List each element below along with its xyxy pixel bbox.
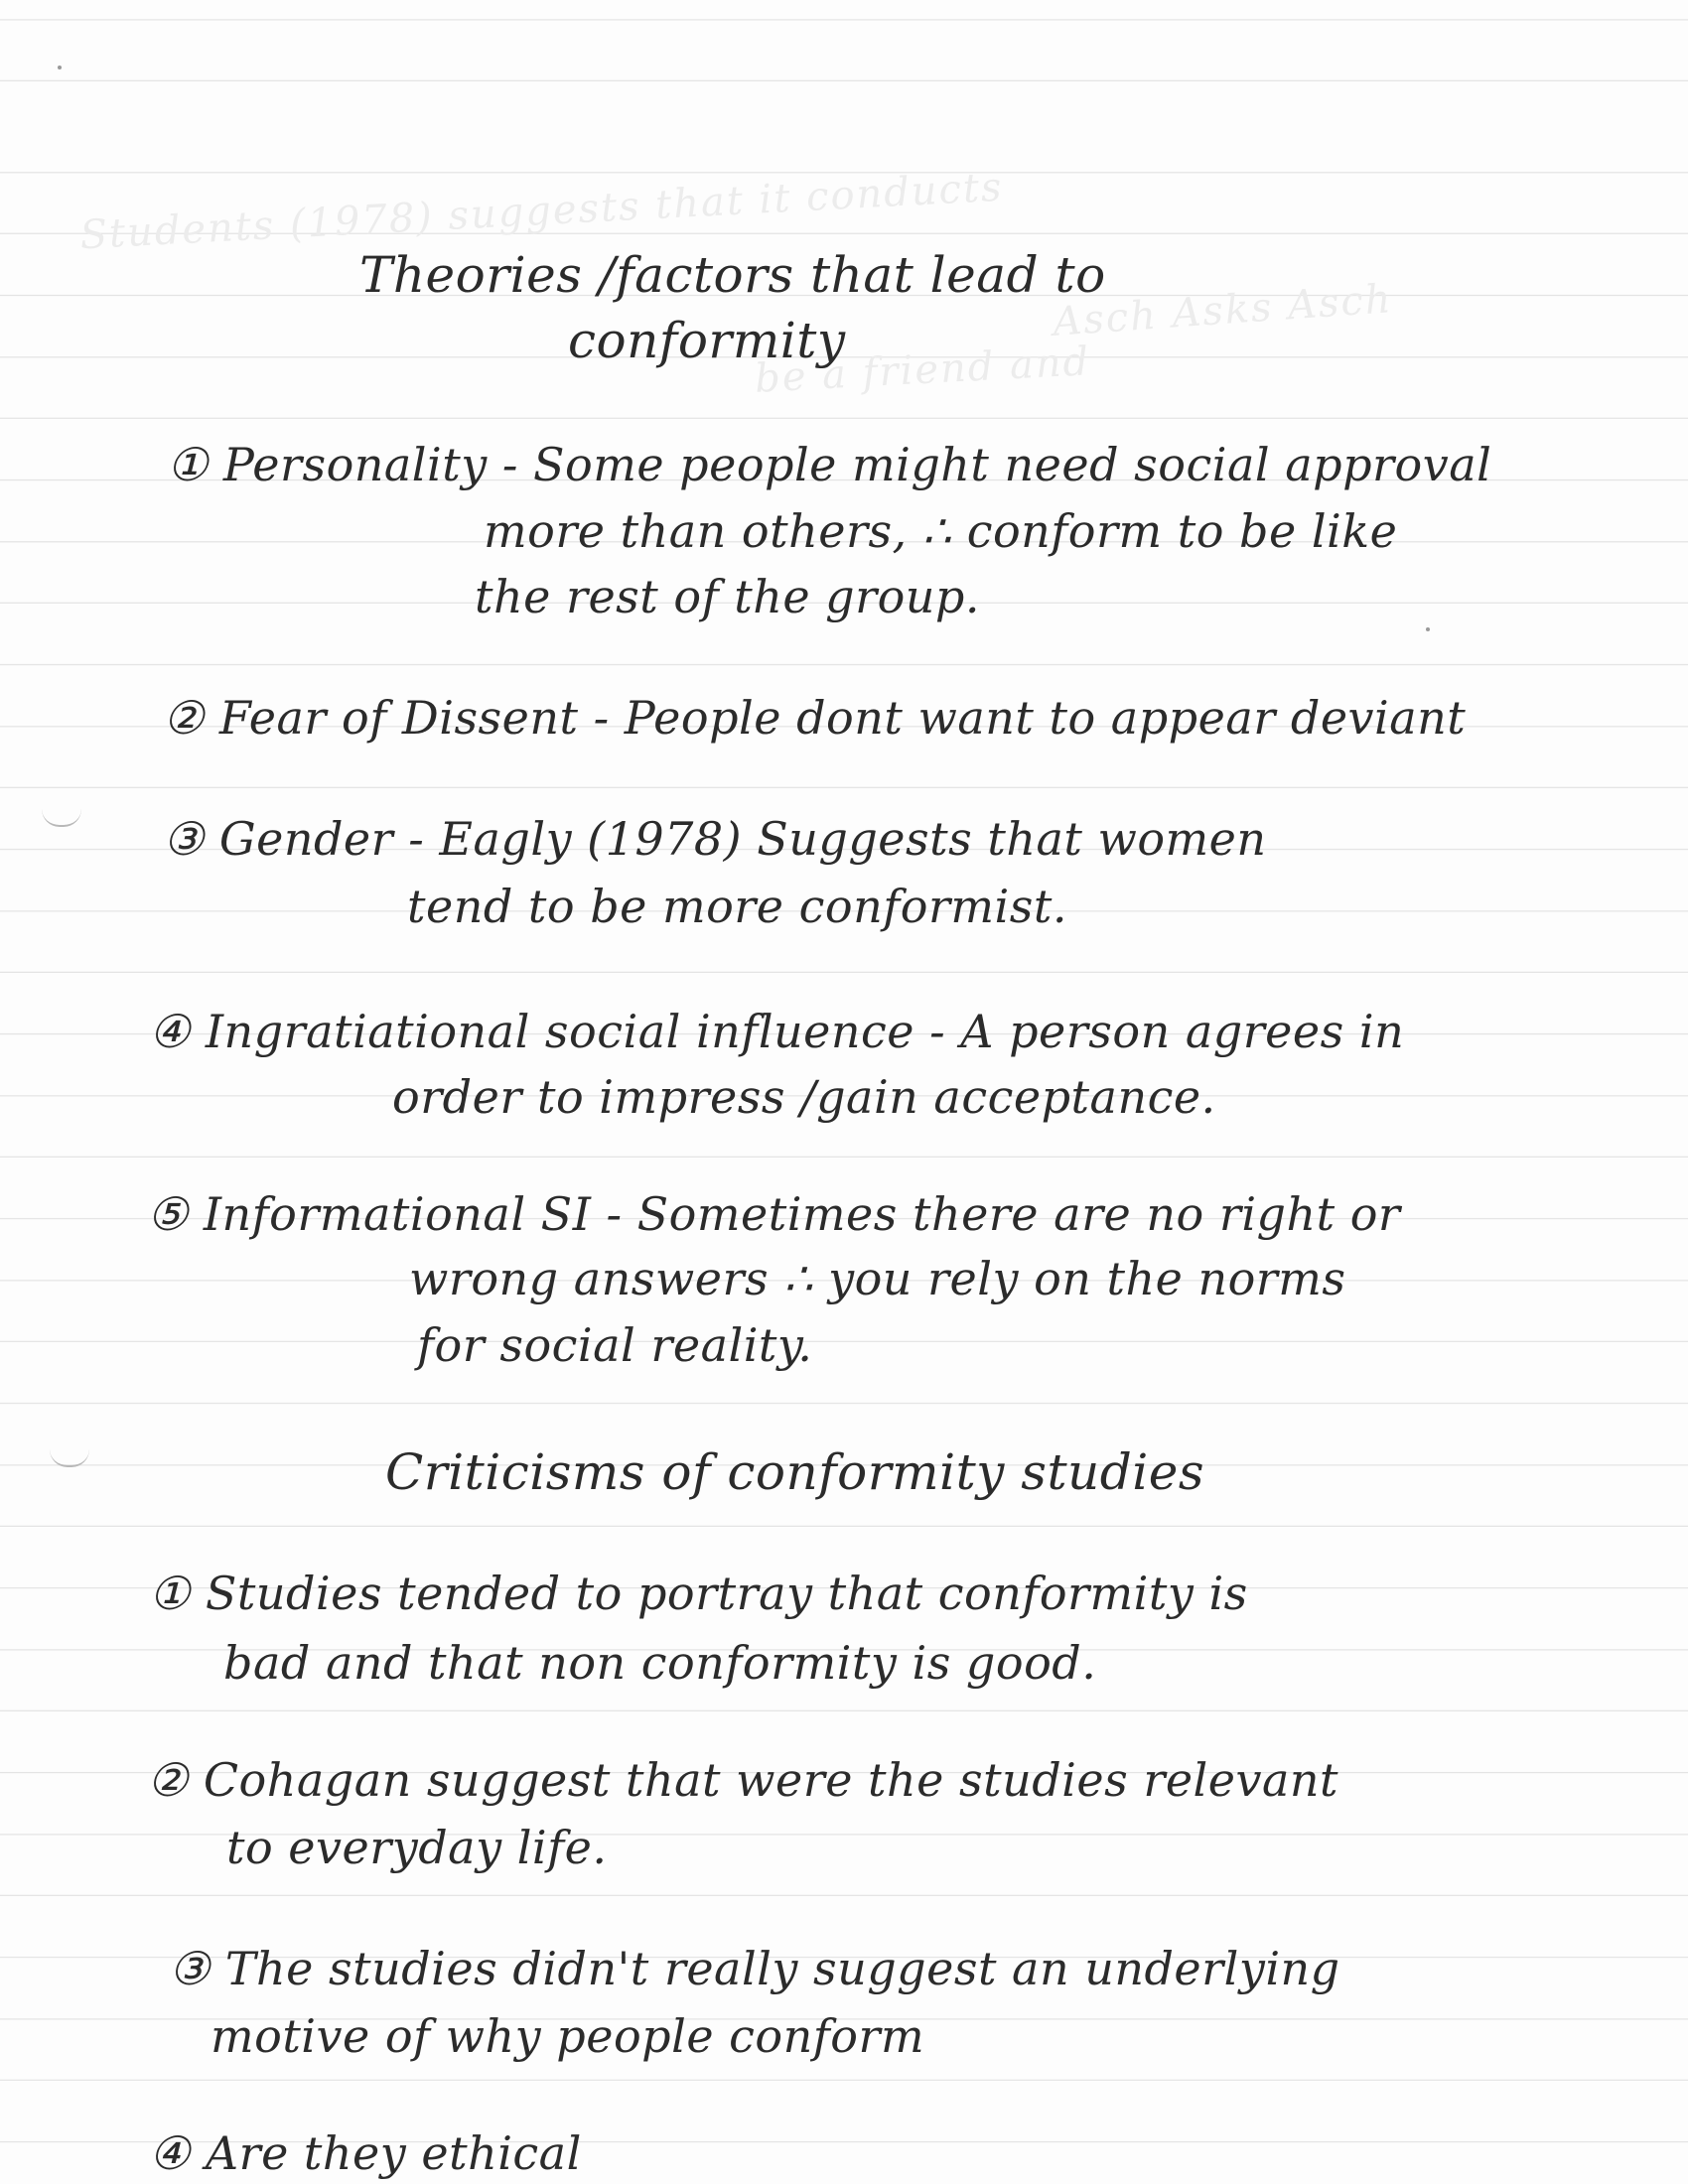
criticism-item-1-line-2: bad and that non conformity is good. xyxy=(223,1636,1097,1690)
theory-item-5-line-2: wrong answers ∴ you rely on the norms xyxy=(409,1252,1346,1305)
theory-item-5-line-3: for social reality. xyxy=(417,1318,813,1372)
speck-mark xyxy=(1426,627,1430,631)
theory-item-1-line-3: the rest of the group. xyxy=(475,570,981,623)
theory-item-4-line-1: ④ Ingratiational social influence - A person agrees in xyxy=(149,1005,1405,1058)
criticism-item-2-line-1: ② Cohagan suggest that were the studies relevant xyxy=(147,1753,1339,1807)
margin-tick-mark xyxy=(42,809,81,827)
criticism-item-3-line-1: ③ The studies didn't really suggest an underlying xyxy=(169,1942,1340,1995)
margin-tick-mark xyxy=(50,1449,89,1467)
criticism-item-1-line-1: ① Studies tended to portray that conformity is xyxy=(149,1567,1248,1620)
bleed-through-text: Asch Asks Asch xyxy=(1051,276,1394,345)
theory-item-2-line-1: ② Fear of Dissent - People dont want to appear deviant xyxy=(163,691,1467,745)
page-title-continuation: conformity xyxy=(568,312,846,369)
theory-item-4-line-2: order to impress /gain acceptance. xyxy=(392,1070,1216,1124)
theory-item-1-line-2: more than others, ∴ conform to be like xyxy=(484,504,1398,558)
speck-mark xyxy=(58,66,62,69)
criticisms-heading: Criticisms of conformity studies xyxy=(385,1443,1205,1501)
criticism-item-3-line-2: motive of why people conform xyxy=(211,2009,925,2063)
criticism-item-4-line-1: ④ Are they ethical xyxy=(149,2126,582,2180)
page-title: Theories /factors that lead to xyxy=(359,246,1106,304)
bleed-through-text: Students (1978) suggests that it conducts xyxy=(78,164,1005,259)
theory-item-5-line-1: ⑤ Informational SI - Sometimes there are no right or xyxy=(147,1187,1401,1241)
bleed-through-text: be a friend and xyxy=(754,339,1092,402)
criticism-item-2-line-2: to everyday life. xyxy=(226,1821,608,1874)
theory-item-3-line-2: tend to be more conformist. xyxy=(407,880,1067,933)
theory-item-3-line-1: ③ Gender - Eagly (1978) Suggests that women xyxy=(163,812,1267,866)
theory-item-1-line-1: ① Personality - Some people might need social approval xyxy=(167,438,1492,491)
